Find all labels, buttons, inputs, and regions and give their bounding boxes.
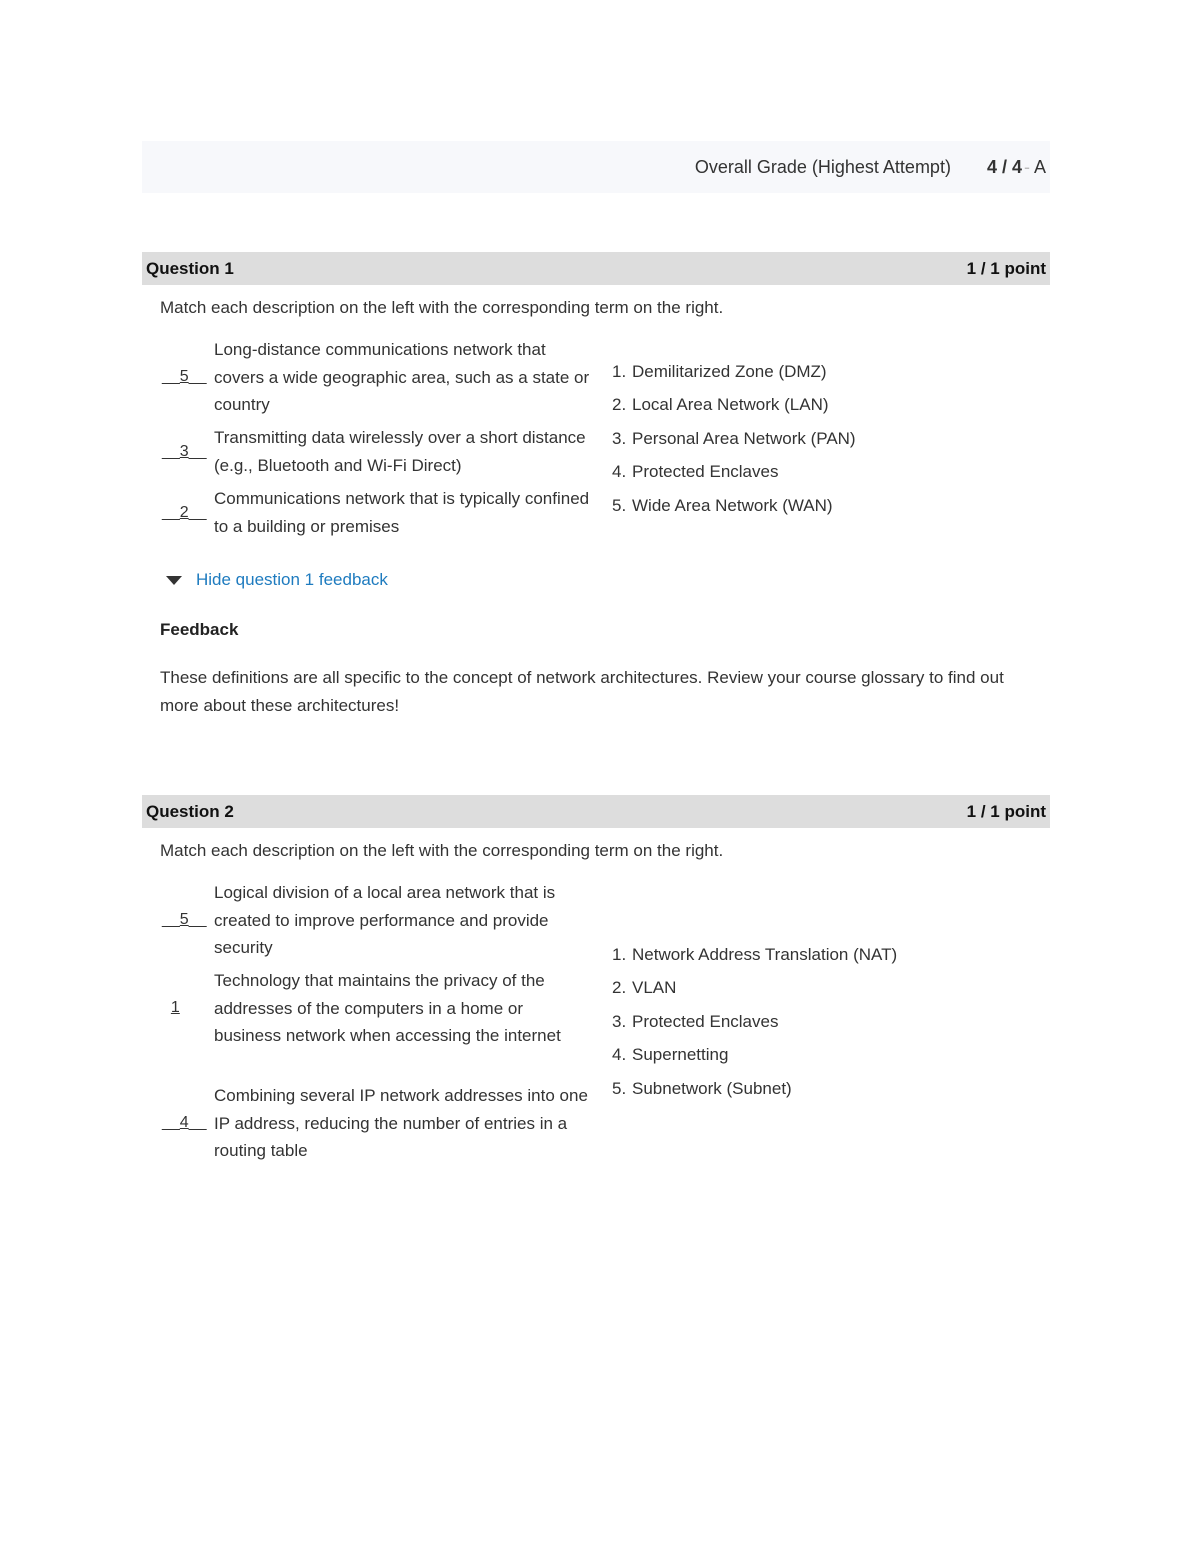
question-2-term-list xyxy=(612,938,897,1105)
overall-grade-score: 4 / 4 xyxy=(986,156,1022,177)
overall-grade-bar xyxy=(142,141,1050,193)
caret-down-icon xyxy=(166,576,182,585)
question-1-header xyxy=(142,252,1050,285)
term-item: 3. Protected Enclaves xyxy=(612,1011,779,1031)
term-item: 4. Supernetting xyxy=(612,1045,729,1065)
question-1-points: 1 / 1 point xyxy=(966,258,1046,278)
match-description: Technology that maintains the privacy of the addresses of the computers in a home or business network when accessing the internet xyxy=(214,971,561,1045)
term-item: 3. Personal Area Network (PAN) xyxy=(612,428,856,448)
question-1-prompt: Match each description on the left with the corresponding term on the right. xyxy=(160,298,724,317)
question-2-match-row xyxy=(162,967,592,1050)
question-1-title: Question 1 xyxy=(146,258,234,278)
feedback-heading: Feedback xyxy=(160,620,239,639)
feedback-text: These definitions are all specific to the concept of network architectures. Review your course glossary to find out more about these architectures! xyxy=(160,668,1004,715)
answer-blank: __5__ xyxy=(162,911,207,929)
question-2-title: Question 2 xyxy=(146,801,234,821)
term-item: 5. Wide Area Network (WAN) xyxy=(612,495,833,515)
question-2-match-row xyxy=(162,1082,592,1165)
overall-grade-letter: A xyxy=(1033,156,1046,177)
question-2-points: 1 / 1 point xyxy=(966,801,1046,821)
answer-blank: 1 xyxy=(170,999,180,1017)
match-description: Communications network that is typically confined to a building or premises xyxy=(214,489,590,536)
question-2-header xyxy=(142,795,1050,828)
question-1-match-row xyxy=(162,336,592,419)
overall-grade-label: Overall Grade (Highest Attempt) xyxy=(694,156,951,177)
question-2-prompt: Match each description on the left with the corresponding term on the right. xyxy=(160,841,724,860)
term-item: 4. Protected Enclaves xyxy=(612,462,779,482)
question-1-term-list xyxy=(612,355,856,522)
term-item: 5. Subnetwork (Subnet) xyxy=(612,1078,792,1098)
match-description: Logical division of a local area network that is created to improve performance and provide security xyxy=(214,883,556,957)
question-1-match-row xyxy=(162,485,592,540)
answer-blank: __4__ xyxy=(162,1114,207,1132)
grade-separator: - xyxy=(1023,156,1030,177)
hide-feedback-link[interactable]: Hide question 1 feedback xyxy=(196,570,388,589)
match-description: Long-distance communications network that covers a wide geographic area, such as a state or country xyxy=(214,340,590,414)
answer-blank: __3__ xyxy=(162,442,207,460)
question-1-match-row xyxy=(162,424,592,479)
hide-feedback-toggle[interactable] xyxy=(166,570,388,590)
match-description: Transmitting data wirelessly over a short distance (e.g., Bluetooth and Wi-Fi Direct) xyxy=(214,428,586,475)
term-item: 2. Local Area Network (LAN) xyxy=(612,395,829,415)
match-description: Combining several IP network addresses into one IP address, reducing the number of entries in a routing table xyxy=(214,1086,588,1160)
term-item: 1. Network Address Translation (NAT) xyxy=(612,945,898,964)
answer-blank: __5__ xyxy=(162,368,207,386)
term-item: 2. VLAN xyxy=(612,978,677,998)
answer-blank: __2__ xyxy=(162,503,207,521)
question-2-match-row xyxy=(162,879,592,962)
term-item: 1. Demilitarized Zone (DMZ) xyxy=(612,362,827,381)
